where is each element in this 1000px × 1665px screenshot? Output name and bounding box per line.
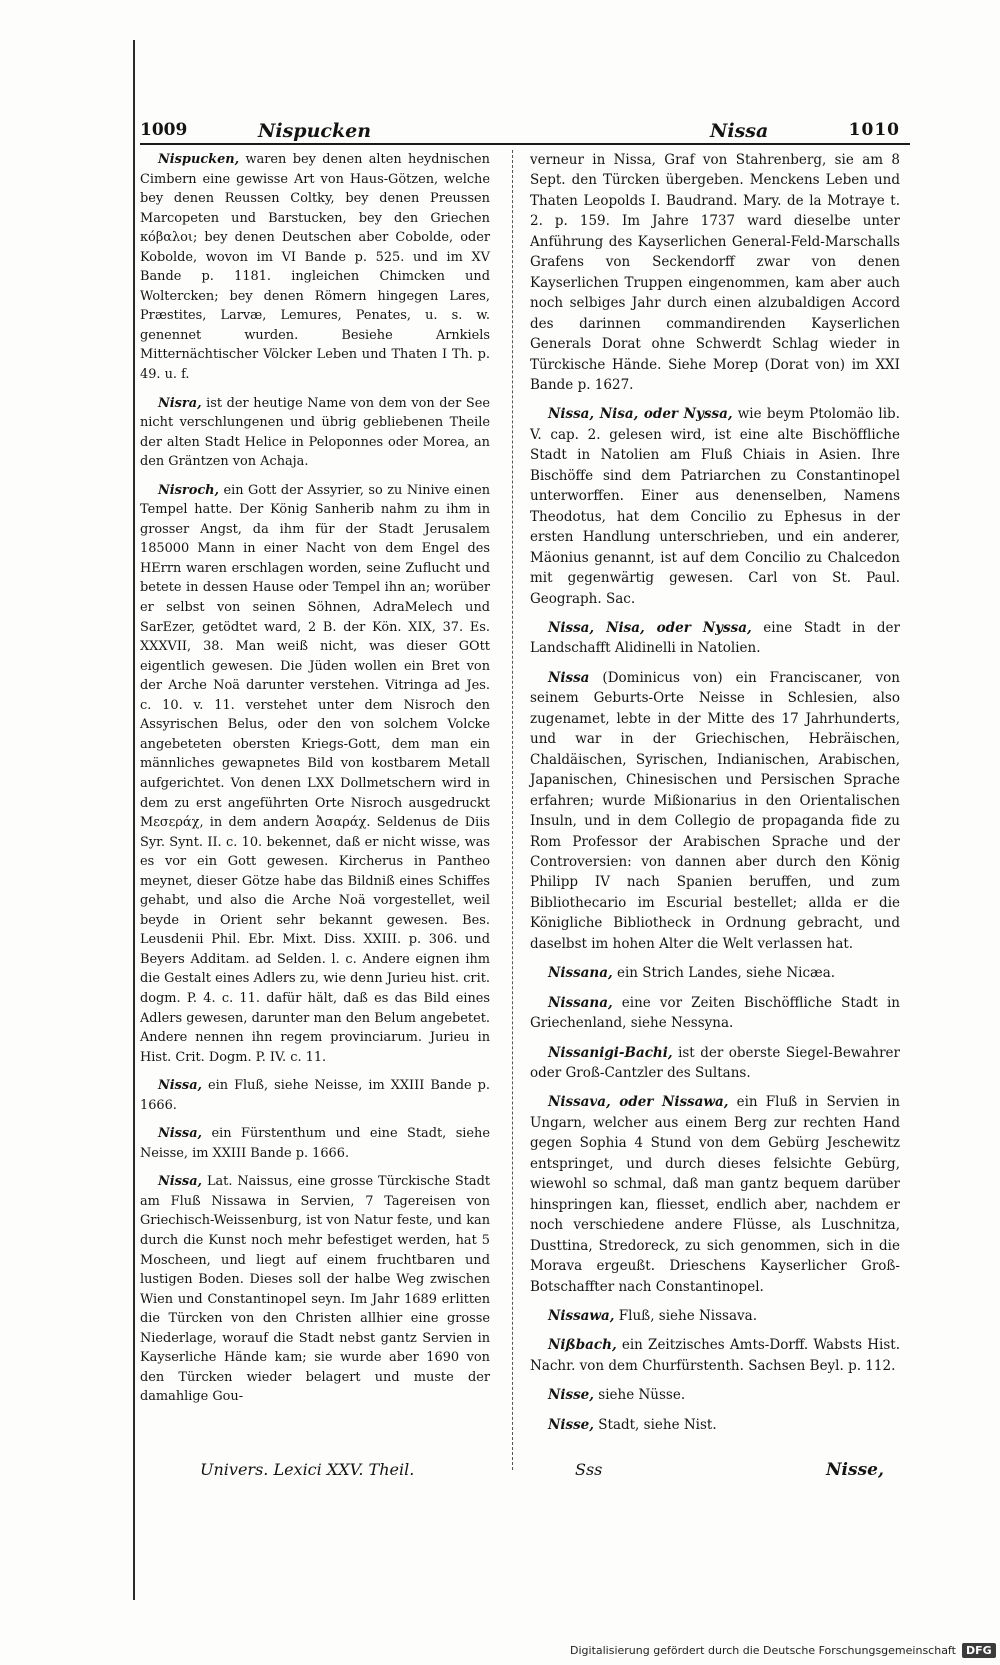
right-column (530, 150, 900, 1444)
entry-text: ist der oberste Siegel-Bewahrer oder Groß-Cantzler des Sultans. (530, 1044, 901, 1082)
entry-text: Stadt, siehe Nist. (598, 1416, 717, 1433)
entry-headword: Nissana, (548, 965, 613, 982)
entry-headword: Nissa (548, 669, 590, 686)
entry-headword: Nissa, (158, 1078, 203, 1094)
dictionary-entry (530, 404, 900, 609)
left-column (140, 150, 490, 1416)
dictionary-entry (530, 963, 900, 983)
entry-text: eine Stadt in der Landschafft Alidinelli in Natolien. (530, 619, 901, 657)
entry-headword: Nissa, (158, 1126, 203, 1142)
entry-headword: Nißbach, (548, 1337, 617, 1354)
entry-headword: Nissa, Nisa, oder Nyssa, (548, 406, 733, 423)
entry-text: ein Zeitzisches Amts-Dorff. Wabsts Hist. Nachr. von dem Churfürstenth. Sachsen Beyl. p. 112. (530, 1337, 900, 1374)
dictionary-entry (530, 618, 900, 659)
dictionary-entry (530, 1043, 900, 1084)
entry-headword: Nissanigi-Bachi, (548, 1044, 673, 1061)
entry-headword: Nissana, (548, 994, 613, 1011)
page-number-right: 1010 (848, 120, 900, 140)
entry-text: ein Gott der Assyrier, so zu Ninive einen Tempel hatte. Der König Sanherib nahm zu ihm in grosser Angst, da ihm für der Stadt Jerusalem 185000 Mann in einer Nacht von dem Engel des HErrn waren erschlagen worden, seine Zuflucht und betete in dessen Hause oder Tempel ihn an; worüber er selbst von seinen Söhnen, AdraMelech und SarEzer, getödtet ward, 2 B. der Kön. XIX, 37. Es. XXXVII, 38. Man weiß nicht, was dieser GOtt eigentlich gewesen. Die Jüden wollen ein Bret von der Arche Noä darunter verstehen. Vitringa ad Jes. c. 10. v. 11. verstehet unter dem Nisroch den Assyrischen Belus, oder den von solchem Volcke angebeteten obersten Kriegs-Gott, dem man ein männliches gewapnetes Bild von kostbarem Metall aufgerichtet. Von denen LXX Dollmetschern wird in dem zu erst angeführten Orte Nisroch ausgedruckt Μεσεράχ, in dem andern Ἀσαράχ. Seldenus de Diis Syr. Synt. II. c. 10. bekennet, daß er nicht wisse, was es vor ein Gott gewesen. Kircherus in Pantheo meynet, dieser Götze habe das Bildniß eines Schiffes gehabt, und also die Arche Noä vorgestellet, weil beyde in Orient sehr bekannt gewesen. Bes. Leusdenii Phil. Ebr. Mixt. Diss. XXIII. p. 306. und Beyers Additam. ad Selden. l. c. Andere eignen ihm die Gestalt eines Adlers zu, wie denn Jurieu hist. crit. dogm. P. 4. c. 11. dafür hält, daß es das Bild eines Adlers gewesen, darunter man den Belum angebetet. Andere nennen ihn regem provinciarum. Jurieu in Hist. Crit. Dogm. P. IV. c. 11. (140, 482, 490, 1065)
dictionary-entry (140, 150, 490, 385)
entry-headword: Nisroch, (158, 482, 220, 498)
page-edge-rule (133, 40, 135, 1600)
dictionary-entry (530, 150, 900, 395)
entry-text: Lat. Naissus, eine grosse Türckische Stadt am Fluß Nissawa in Servien, 7 Tagereisen von Griechisch-Weissenburg, ist von Natur feste, und kan durch die Kunst noch mehr befestiget werden, hat 5 Moscheen, und liegt auf einem fruchtbaren und lustigen Boden. Dieses soll der halbe Weg zwischen Wien und Constantinopel seyn. Im Jahr 1689 erlitten die Türcken von den Christen allhier eine grosse Niederlage, worauf die Stadt nebst gantz Servien in Kayserliche Hände kam; sie wurde aber 1690 von den Türcken wieder belagert und muste der damahlige Gou- (140, 1174, 490, 1405)
entry-headword: Nissava, oder Nissawa, (548, 1094, 729, 1111)
running-header (140, 120, 900, 150)
header-title-right: Nissa (710, 120, 769, 142)
entry-text: eine vor Zeiten Bischöffliche Stadt in Griechenland, siehe Nessyna. (530, 994, 900, 1032)
header-title-left: Nispucken (258, 120, 372, 142)
entry-text: Fluß, siehe Nissava. (618, 1308, 757, 1325)
dictionary-entry (530, 668, 900, 954)
entry-headword: Nissawa, (548, 1308, 615, 1325)
dictionary-entry (140, 394, 490, 472)
dfg-logo: DFG (962, 1643, 996, 1658)
column-divider (512, 150, 513, 1470)
entry-text: verneur in Nissa, Graf von Stahrenberg, sie am 8 Sept. den Türcken übergeben. Menckens Leben und Thaten Leopolds I. Baudrand. Mary. de la Motraye t. 2. p. 159. Im Jahre 1737 ward dieselbe unter Anführung des Kayserlichen General-Feld-Marschalls Grafens von Seckendorff zwar von denen Kayserlichen Truppen eingenommen, kam aber auch noch selbiges Jahr durch einen alzubaldigen Accord des darinnen commandirenden Kayserlichen Generals Dorat ohne Schwerdt Schlag wieder in Türckische Hände. Siehe Morep (Dorat von) im XXI Bande p. 1627. (530, 152, 900, 393)
dictionary-entry (140, 1076, 490, 1115)
footer-signature-mark: Sss (575, 1460, 603, 1479)
dictionary-entry (530, 993, 900, 1034)
dictionary-entry (140, 1172, 490, 1407)
entry-text: (Dominicus von) ein Franciscaner, von seinem Geburts-Orte Neisse in Schlesien, also zugenamet, lebte in der Mitte des 17 Jahrhunderts, und war in der Griechischen, Hebräischen, Chaldäischen, Syrischen, Indianischen, Arabischen, Japanischen, Chinesischen und Persischen Sprache erfahren; wurde Mißionarius in den Orientalischen Insuln, und in dem Collegio de propaganda fide zu Rom Professor der Arabischen Sprache und der Controversien: von dannen aber durch den König Philipp IV nach Spanien beruffen, und zum Bibliothecario im Escurial bestellet; allda er die Königliche Bibliotheck in Ordnung gebracht, und daselbst im hohen Alter die Welt verlassen hat. (530, 669, 900, 952)
credit-text: Digitalisierung gefördert durch die Deutsche Forschungsgemeinschaft (570, 1643, 956, 1657)
digitization-credit (570, 1640, 996, 1660)
entry-text: ein Fluß, siehe Neisse, im XXIII Bande p. 1666. (140, 1078, 490, 1113)
entry-text: wie beym Ptolomäo lib. V. cap. 2. gelesen wird, ist eine alte Bischöffliche Stadt in Natolien am Fluß Chiais in Asien. Ihre Bischöffe sind dem Patriarchen zu Constantinopel unterworffen. Einer aus denenselben, Namens Theodotus, hat dem Concilio zu Ephesus in der ersten Handlung unterschrieben, und ein anderer, Mäonius genannt, ist auf dem Concilio zu Chalcedon mit gegenwärtig gewesen. Carl von St. Paul. Geograph. Sac. (530, 406, 900, 607)
entry-text: ist der heutige Name von dem von der See nicht verschlungenen und übrig gebliebenen Theile der alten Stadt Helice in Peloponnes oder Morea, an den Gräntzen von Achaja. (140, 395, 490, 470)
entry-headword: Nisse, (548, 1387, 594, 1404)
entry-headword: Nisra, (158, 395, 202, 411)
entry-text: ein Fluß in Servien in Ungarn, welcher aus einem Berg zur rechten Hand gegen Sophia 4 Stund von dem Gebürg Jeschewitz entspringet, und durch dieses felsichte Gebürg, wiewohl so schmal, daß man gantz bequem darüber hinspringen kan, fliesset, endlich aber, nachdem er noch verschiedene andere Flüsse, als Luschnitza, Dusttina, Stredoreck, zu sich genommen, sich in die Morava ergeußt. Drieschens Kayserlicher Groß-Botschaffter nach Constantinopel. (530, 1094, 900, 1295)
dictionary-entry (530, 1092, 900, 1297)
entry-headword: Nissa, (158, 1174, 203, 1190)
header-rule (140, 143, 910, 145)
footer-catchword: Nisse, (826, 1460, 884, 1480)
dictionary-entry (530, 1306, 900, 1326)
entry-text: ein Fürstenthum und eine Stadt, siehe Neisse, im XXIII Bande p. 1666. (140, 1126, 490, 1161)
dictionary-entry (530, 1415, 900, 1435)
entry-text: ein Strich Landes, siehe Nicæa. (616, 965, 836, 982)
entry-headword: Nisse, (548, 1416, 594, 1433)
entry-headword: Nispucken, (158, 152, 240, 167)
entry-text: siehe Nüsse. (598, 1387, 686, 1404)
page-number-left: 1009 (140, 120, 188, 140)
dictionary-entry (140, 481, 490, 1067)
entry-text: waren bey denen alten heydnischen Cimbern eine gewisse Art von Haus-Götzen, welche bey denen Reussen Coltky, bey denen Preussen Marcopeten und Barstucken, bey den Griechen κόβαλοι; bey denen Deutschen aber Cobolde, oder Kobolde, wovon im VI Bande p. 525. und im XV Bande p. 1181. ingleichen Chimcken und Woltercken; bey denen Römern hingegen Lares, Præstites, Larvæ, Lemures, Penates, u. s. w. genennet wurden. Besiehe Arnkiels Mitternächtischer Völcker Leben und Thaten I Th. p. 49. u. f. (140, 152, 490, 383)
footer-signature: Univers. Lexici XXV. Theil. (200, 1460, 415, 1479)
dictionary-entry (530, 1385, 900, 1405)
dictionary-entry (140, 1124, 490, 1163)
dictionary-entry (530, 1335, 900, 1376)
entry-headword: Nissa, Nisa, oder Nyssa, (548, 619, 752, 636)
